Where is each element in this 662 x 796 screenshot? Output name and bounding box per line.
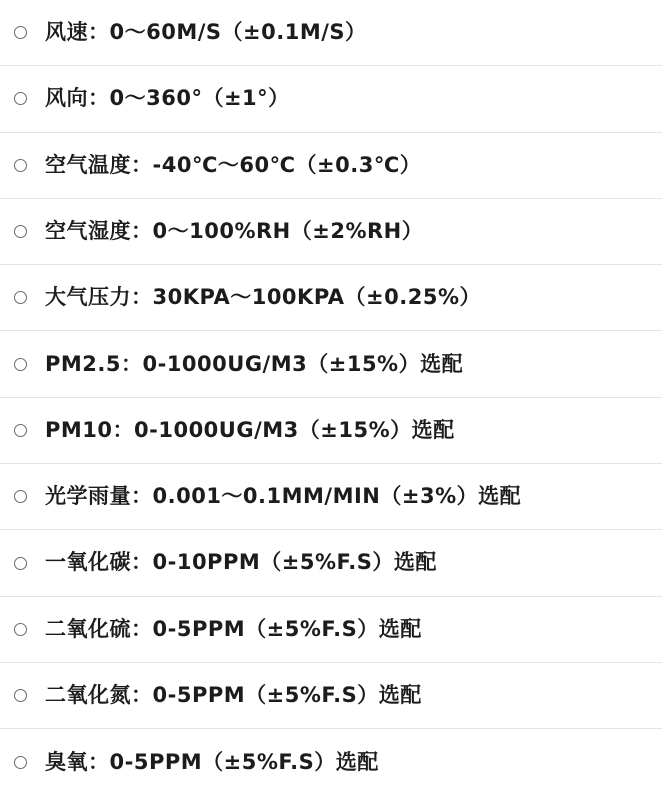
list-item-label: 一氧化碳：0-10PPM（±5%F.S）选配 bbox=[45, 550, 437, 575]
circle-outline-icon bbox=[14, 225, 27, 238]
list-item bbox=[0, 331, 662, 397]
list-item-label: 空气湿度：0～100%RH（±2%RH） bbox=[45, 218, 424, 243]
list-item bbox=[0, 265, 662, 331]
circle-outline-icon bbox=[14, 159, 27, 172]
list-item-label: PM10：0-1000UG/M3（±15%）选配 bbox=[45, 417, 455, 442]
list-item bbox=[0, 729, 662, 795]
list-item bbox=[0, 133, 662, 199]
list-item-label: 大气压力：30KPA～100KPA（±0.25%） bbox=[45, 285, 481, 310]
list-item bbox=[0, 0, 662, 66]
circle-outline-icon bbox=[14, 291, 27, 304]
list-item-label: 空气温度：-40℃～60℃（±0.3℃） bbox=[45, 152, 422, 177]
list-item bbox=[0, 398, 662, 464]
list-item-label: 二氧化硫：0-5PPM（±5%F.S）选配 bbox=[45, 616, 422, 641]
list-item bbox=[0, 464, 662, 530]
list-item bbox=[0, 663, 662, 729]
circle-outline-icon bbox=[14, 26, 27, 39]
circle-outline-icon bbox=[14, 689, 27, 702]
circle-outline-icon bbox=[14, 557, 27, 570]
list-item-label: 臭氧：0-5PPM（±5%F.S）选配 bbox=[45, 749, 379, 774]
list-item bbox=[0, 530, 662, 596]
list-item-label: 光学雨量：0.001～0.1MM/MIN（±3%）选配 bbox=[45, 484, 522, 509]
circle-outline-icon bbox=[14, 756, 27, 769]
list-item-label: PM2.5：0-1000UG/M3（±15%）选配 bbox=[45, 351, 464, 376]
circle-outline-icon bbox=[14, 623, 27, 636]
circle-outline-icon bbox=[14, 358, 27, 371]
circle-outline-icon bbox=[14, 92, 27, 105]
circle-outline-icon bbox=[14, 490, 27, 503]
list-item-label: 风速：0～60M/S（±0.1M/S） bbox=[45, 20, 367, 45]
list-item bbox=[0, 199, 662, 265]
list-item bbox=[0, 597, 662, 663]
circle-outline-icon bbox=[14, 424, 27, 437]
list-item bbox=[0, 66, 662, 132]
list-item-label: 风向：0～360°（±1°） bbox=[45, 86, 290, 111]
list-item-label: 二氧化氮：0-5PPM（±5%F.S）选配 bbox=[45, 683, 422, 708]
